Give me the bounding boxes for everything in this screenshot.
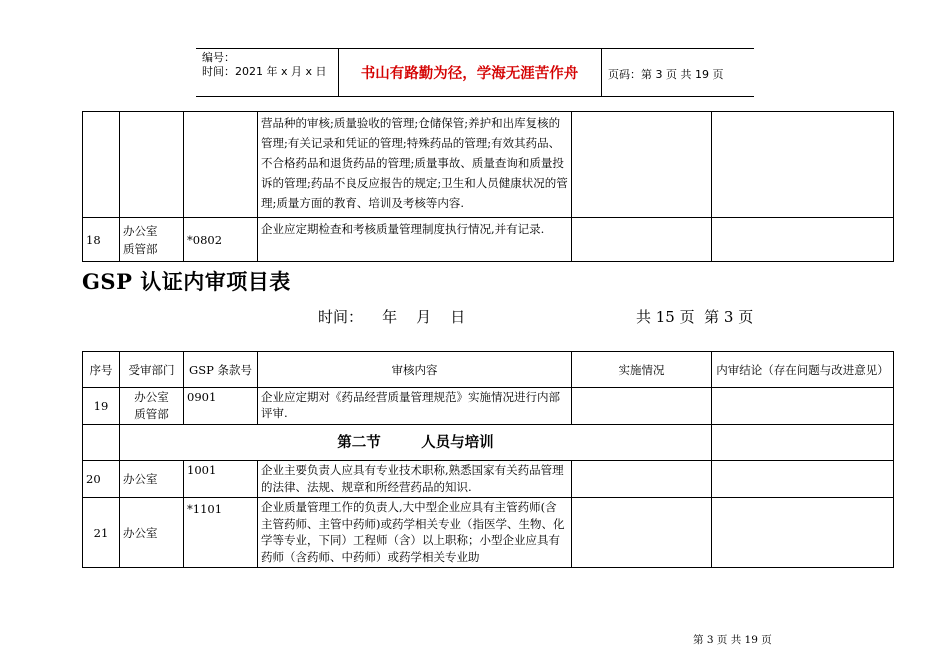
document-title: GSP 认证内审项目表 — [82, 269, 291, 294]
audit-content-cell: 营品种的审核;质量验收的管理;仓储保管;养护和出库复核的管理;有关记录和凭证的管理;特殊药品的管理;有效其药品、不合格药品和退货药品的管理;质量事故、质量查询和质量投诉的管理;药品不良反应报告的规定;卫生和人员健康状况的管理;质量方面的教育、培训及考核等内容. — [258, 112, 572, 218]
table-row — [83, 218, 894, 262]
table-row — [83, 388, 894, 425]
table-cell — [572, 498, 712, 568]
dept-cell: 办公室 质管部 — [120, 388, 184, 425]
table-cell — [712, 112, 894, 218]
dept-cell: 办公室 质管部 — [120, 218, 184, 262]
previous-audit-table — [82, 111, 894, 262]
header-cell-clause: GSP 条款号 — [184, 352, 258, 388]
audit-items-table — [82, 351, 894, 568]
row-number-cell: 21 — [83, 498, 120, 568]
table-cell — [83, 425, 120, 461]
table-header-row — [83, 352, 894, 388]
table-row — [83, 112, 894, 218]
header-cell-conclusion: 内审结论（存在问题与改进意见） — [712, 352, 894, 388]
header-divider — [601, 49, 602, 96]
page-footer: 第 3 页 共 19 页 — [693, 634, 772, 646]
dept-cell: 办公室 — [120, 498, 184, 568]
row-number-cell: 18 — [83, 218, 120, 262]
header-cell-content: 审核内容 — [258, 352, 572, 388]
table-row — [83, 498, 894, 568]
audit-content-cell: 企业应定期检查和考核质量管理制度执行情况,并有记录. — [258, 218, 572, 262]
table-cell — [572, 461, 712, 498]
header-cell-dept: 受审部门 — [120, 352, 184, 388]
header-cell-no: 序号 — [83, 352, 120, 388]
table-cell — [712, 461, 894, 498]
row-number-cell: 19 — [83, 388, 120, 425]
clause-cell: *1101 — [184, 498, 258, 568]
clause-cell: 1001 — [184, 461, 258, 498]
table-cell — [712, 218, 894, 262]
audit-content-cell: 企业质量管理工作的负责人,大中型企业应具有主管药师(含主管药师、主管中药师)或药学相关专业（指医学、生物、化学等专业，下同）工程师（含）以上职称；小型企业应具有药师（含药师、中药师）或药学相关专业助 — [258, 498, 572, 568]
header-cell-status: 实施情况 — [572, 352, 712, 388]
audit-content-cell: 企业应定期对《药品经营质量管理规范》实施情况进行内部评审. — [258, 388, 572, 425]
clause-cell: 0901 — [184, 388, 258, 425]
table-cell — [712, 388, 894, 425]
clause-cell: *0802 — [184, 218, 258, 262]
date-line: 时间： 年 月 日 — [318, 308, 466, 326]
table-cell — [712, 425, 894, 461]
table-cell — [712, 498, 894, 568]
table-cell — [572, 388, 712, 425]
header-meta — [202, 51, 327, 79]
section-row — [83, 425, 894, 461]
table-cell — [572, 112, 712, 218]
table-cell — [184, 112, 258, 218]
table-cell — [572, 218, 712, 262]
audit-content-cell: 企业主要负责人应具有专业技术职称,熟悉国家有关药品管理的法律、法规、规章和所经营药品的知识. — [258, 461, 572, 498]
page-header — [196, 48, 754, 97]
page-count-line: 共 15 页 第 3 页 — [636, 308, 754, 326]
header-number: 编号： — [202, 51, 235, 64]
table-cell — [83, 112, 120, 218]
row-number-cell: 20 — [83, 461, 120, 498]
table-cell — [120, 112, 184, 218]
section-title: 第二节 人员与培训 — [120, 425, 712, 461]
header-motto: 书山有路勤为径，学海无涯苦作舟 — [360, 66, 579, 82]
dept-cell: 办公室 — [120, 461, 184, 498]
table-row — [83, 461, 894, 498]
header-time: 时间：2021 年 x 月 x 日 — [202, 65, 327, 78]
header-page: 页码：第 3 页 共 19 页 — [608, 68, 724, 81]
